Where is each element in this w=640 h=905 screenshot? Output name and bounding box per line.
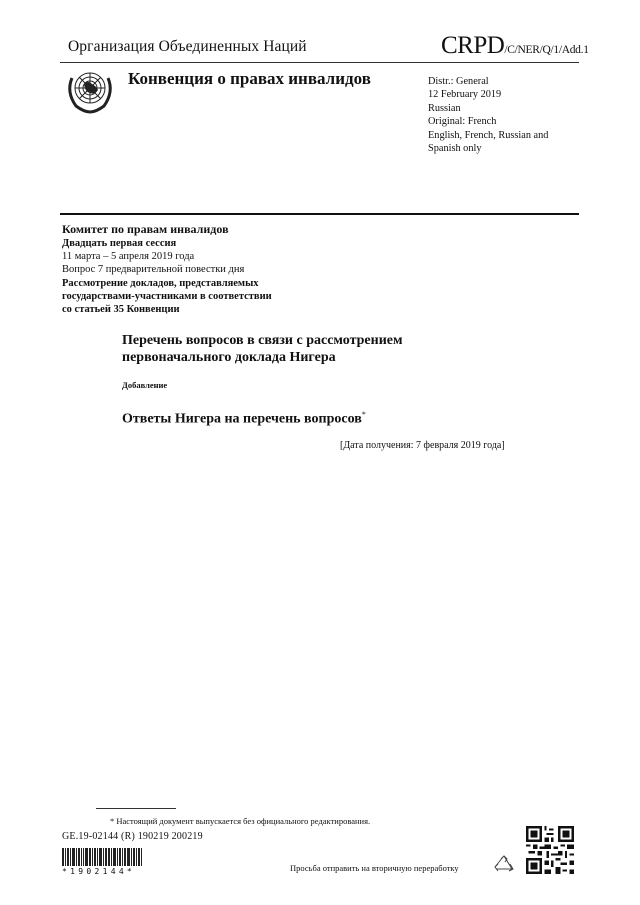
agenda-title: со статьей 35 Конвенции <box>62 304 180 316</box>
agenda-item: Вопрос 7 предварительной повестки дня <box>62 264 245 276</box>
recycle-icon <box>493 855 515 877</box>
convention-title: Конвенция о правах инвалидов <box>128 69 371 88</box>
committee-block <box>62 222 362 316</box>
received-date: [Дата получения: 7 февраля 2019 года] <box>340 440 505 451</box>
footnote-rule <box>96 808 176 809</box>
committee-name: Комитет по правам инвалидов <box>62 222 229 236</box>
document-language: Russian <box>428 102 461 114</box>
original-language: Original: French <box>428 116 497 128</box>
agenda-title: Рассмотрение докладов, представляемых <box>62 277 259 289</box>
document-title-line: Перечень вопросов в связи с рассмотрением <box>122 333 403 348</box>
barcode-number: *1902144* <box>62 867 136 876</box>
languages-line: Spanish only <box>428 143 482 155</box>
document-symbol <box>441 32 589 60</box>
organization-name: Организация Объединенных Наций <box>68 38 307 55</box>
header-rule <box>60 62 579 63</box>
addendum-label: Добавление <box>122 380 168 390</box>
document-symbol-main: CRPD <box>441 32 505 59</box>
distribution-block <box>428 75 588 155</box>
session-dates: 11 марта – 5 апреля 2019 года <box>62 251 195 263</box>
document-title-line: первоначального доклада Нигера <box>122 350 336 365</box>
document-date: 12 February 2019 <box>428 89 502 101</box>
session-name: Двадцать первая сессия <box>62 238 177 249</box>
reply-title-text: Ответы Нигера на перечень вопросов <box>122 411 362 427</box>
qr-code-icon <box>526 826 574 874</box>
agenda-title: государствами-участниками в соответствии <box>62 290 272 302</box>
reply-title <box>122 410 366 428</box>
un-emblem-icon <box>64 64 116 116</box>
section-rule <box>60 213 579 215</box>
recycle-text: Просьба отправить на вторичную переработку <box>290 863 459 873</box>
footnote-text: * Настоящий документ выпускается без официального редактирования. <box>110 816 371 826</box>
document-symbol-suffix: /C/NER/Q/1/Add.1 <box>504 44 589 56</box>
languages-line: English, French, Russian and <box>428 129 549 141</box>
barcode-icon <box>62 848 150 866</box>
distribution-line: Distr.: General <box>428 76 489 87</box>
document-title <box>122 332 452 366</box>
job-number: GE.19-02144 (R) 190219 200219 <box>62 831 203 842</box>
footnote-marker[interactable]: * <box>361 410 366 419</box>
